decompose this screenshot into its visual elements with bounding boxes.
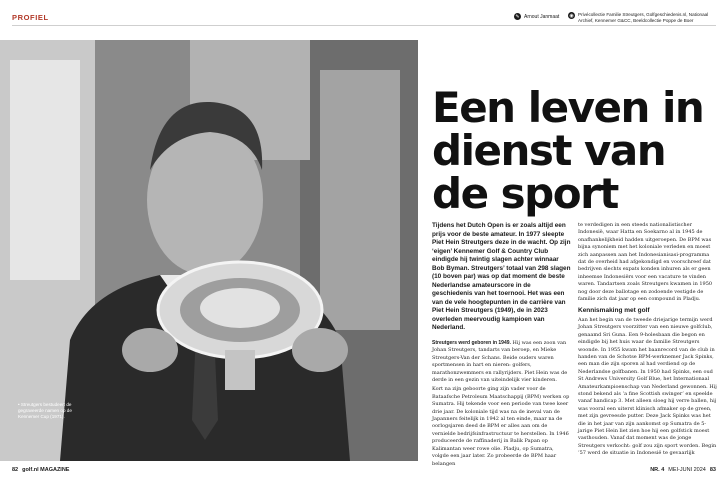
author-name: Arnout Janmaat — [524, 13, 560, 20]
page-number-left: 82 — [12, 467, 19, 473]
body-paragraph: Aan het begin van de tweede driejarige termijn werd Johan Streutgers voorzitter van een nieuwe golfclub, genaamd Sri Guna. Een 9-holesbaan die begon en eindigde bij het huis waar de familie Streutgers woonde. In 1955 kwam het baanrecord van de club in handen van de Schotse BPM-werknemer Jack Spinks, een man die zijn sporen al had verdiend op de Nederlandse golfbanen. In 1950 had Spinks, een oud St Andrews University Golf Blue, het Internationaal Amateurkampioenschap van Nederland gewonnen. Hij stond bekend als ‘a fine Scottish swinger’ en speelde vanaf handicap 3. Met alleen sloeg hij verre ballen, hij was vooral een uiterst klinisch afmaker op de green, met zijn gevreesde putter. Deze Jack Spinks was het die in het jaar van zijn aankomst op Sumatra de 5-jarige Piet Hein liet zien hoe hij een golfstick moest vasthouden. Vanaf dat moment was de jonge Streutgers verkocht: golf zou zijn sport worden. Begin ’57 werd de situatie in Indonesië te gevaarlijk — [578, 316, 717, 457]
article-title: Een leven in dienst van de sport — [432, 83, 704, 218]
body-column-right — [578, 222, 718, 460]
magazine-name: golf.nl MAGAZINE — [22, 467, 70, 473]
section-subhead: Kennismaking met golf — [578, 307, 650, 315]
body-paragraph: te verdedigen in een steeds nationalistischer Indonesië, waar Hatta en Soekarno al in 1945 de onafhankelijkheid hadden uitgeroepen. De BPM was bijna synoniem met het koloniale verleden en moest zich aanpassen aan het Indonesianisasi-programma dat de overheid had afgekondigd en voorschreef dat bedrijven slechts expats konden inhuren als er geen inheemse Indonesiërs voor een vacature te vinden waren. Tandartsen zoals Streutgers kwamen in 1950 nog door deze ballotage en zodoende vestigde de familie zich dat jaar op een compound in Pladju. — [578, 222, 713, 303]
photo-credits-text: Privécollectie Familie Streutgers, Golfgeschiedenis.nl, Nationaal Archief, Kennemer G&CC, Beeldcollectie Poppe de Boer — [578, 12, 709, 23]
photo-caption: • Streutgers bestudeert de gegraveerde namen op de Kennemer Cup (1971). — [18, 402, 72, 419]
paragraph-lead: Streutgers werd geboren in 1949. — [432, 340, 511, 346]
article-intro: Tijdens het Dutch Open is er zoals altijd een prijs voor de beste amateur. In 1977 sleepte Piet Hein Streutgers deze in de wacht. Op zijn ‘eigen’ Kennemer Golf & Country Club eindigde hij twintig slagen achter winnaar Bob Byman. Streutgers’ totaal van 298 slagen (10 boven par) was op dat moment de beste Nederlandse amateurscore in de geschiedenis van het toernooi. Het was een van de vele hoogtepunten in de carrière van Piet Hein Streutgers (1949), de in 2023 overleden meervoudig kampioen van Nederland. — [432, 222, 571, 331]
camera-icon: ◉ — [569, 12, 574, 19]
page-number-right: 83 — [709, 467, 716, 473]
issue-date: MEI-JUNI 2024 — [668, 467, 706, 473]
portrait-with-trophy-illustration — [0, 40, 418, 461]
body-paragraph — [432, 340, 572, 384]
footer-left — [12, 467, 69, 473]
body-paragraph: Kort na zijn geboorte ging zijn vader voor de Bataafsche Petroleum Maatschappij (BPM) werken op Sumatra. Hij tekende voor een periode van twee keer drie jaar. De koloniale tijd was na de ineval van de Japanners feitelijk in 1942 al ten einde, maar na de oorlogsjaren deed de BPM er alles aan om de vernielde bedrijfsinfrastructuur te herstellen. In 1946 produceerde de raffinaderij in Balik Papan op Kalimantan weer rowe olie. Pladju, op Sumatra, volgde een jaar later. Zo probeerde de BPM haar belangen — [432, 386, 570, 467]
section-label: PROFIEL — [12, 13, 49, 22]
header-divider — [12, 25, 716, 26]
footer-right — [650, 467, 716, 473]
issue-number: NR. 4 — [650, 467, 665, 473]
feature-photo — [0, 40, 418, 461]
body-column-left — [432, 340, 572, 470]
pen-icon: ✎ — [515, 13, 520, 20]
author-line — [514, 13, 559, 20]
paragraph-text: Hij was een zoon van Johan Streutgers, tandarts van beroep, en Mieke Streutgers-Van der Schans. Beide ouders waren sportmensen in hart en nieren: golfers, marathonzwemmers en rallyrijders. Piet Hein was de derde in een gezin van uiteindelijk vier kinderen. — [432, 340, 568, 384]
photo-credits — [568, 12, 718, 24]
